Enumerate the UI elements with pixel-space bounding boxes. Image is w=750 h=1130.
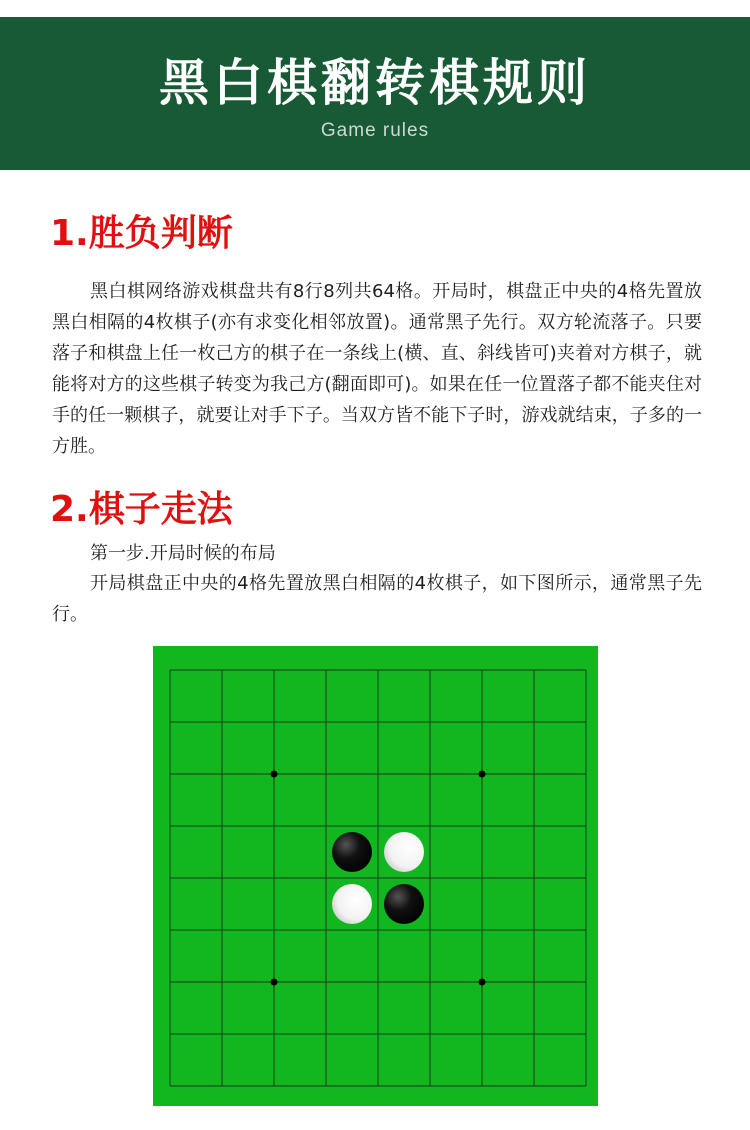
section-2-body: 开局棋盘正中央的4格先置放黑白相隔的4枚棋子，如下图所示，通常黑子先行。: [52, 573, 702, 625]
board-grid: [153, 646, 598, 1106]
star-point: [479, 979, 486, 986]
white-piece: [384, 832, 424, 872]
section-1-heading: 1.胜负判断: [50, 213, 233, 254]
section-2-heading: 2.棋子走法: [50, 489, 233, 530]
section-2-step-label: 第一步.开局时候的布局: [90, 543, 276, 564]
star-point: [271, 771, 278, 778]
section-1-body: 黑白棋网络游戏棋盘共有8行8列共64格。开局时，棋盘正中央的4格先置放黑白相隔的4枚棋子(亦有求变化相邻放置)。通常黑子先行。双方轮流落子。只要落子和棋盘上任一枚己方的棋子在一条线上(横、直、斜线皆可)夹着对方棋子，就能将对方的这些棋子转变为我己方(翻面即可)。如果在任一位置落子都不能夹住对手的任一颗棋子，就要让对手下子。当双方皆不能下子时，游戏就结束，子多的一方胜。: [52, 281, 702, 457]
black-piece: [384, 884, 424, 924]
star-point: [271, 979, 278, 986]
white-piece: [332, 884, 372, 924]
star-point: [479, 771, 486, 778]
page-subtitle: Game rules: [320, 120, 430, 141]
othello-board: [153, 646, 598, 1106]
page-title: 黑白棋翻转棋规则: [159, 54, 591, 112]
header-banner: [0, 17, 750, 170]
black-piece: [332, 832, 372, 872]
